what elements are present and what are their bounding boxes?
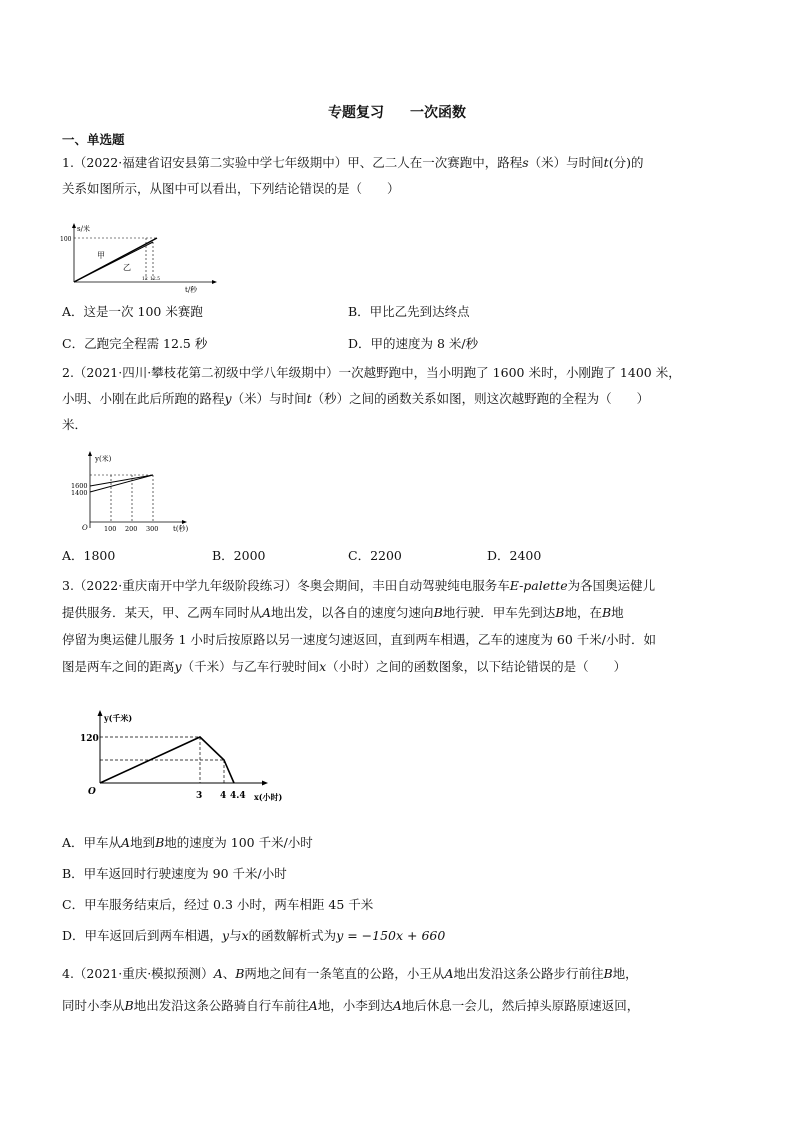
- question-1-figure: [62, 222, 222, 294]
- page-title: [0, 102, 794, 122]
- q2-option-d[interactable]: D．2400: [487, 548, 542, 563]
- svg-text:O: O: [88, 787, 96, 797]
- q1-option-b[interactable]: B．甲比乙先到达终点: [348, 304, 470, 319]
- q3-option-b[interactable]: B．甲车返回时行驶速度为 90 千米/小时: [62, 866, 287, 881]
- svg-text:乙: 乙: [123, 263, 131, 272]
- question-2-text: 2.（2021·四川·攀枝花第二初级中学八年级期中）一次越野跑中，当小明跑了 1600 米时，小刚跑了 1400 米， 小明、小刚在此后所跑的路程y（米）与时间t（秒）之间的函数关系如图，则这次越野跑的全程为（ ） 米．: [62, 365, 681, 432]
- q3-option-d[interactable]: D．甲车返回后到两车相遇，y与x的函数解析式为y = −150x + 660: [62, 928, 446, 943]
- svg-text:4: 4: [220, 791, 227, 801]
- q2-option-a[interactable]: A．1800: [62, 548, 116, 563]
- question-2-figure: [62, 450, 212, 538]
- svg-text:s/米: s/米: [77, 225, 90, 233]
- svg-text:12: 12: [142, 277, 148, 282]
- q2-option-b[interactable]: B．2000: [212, 548, 266, 563]
- section-heading: 一、单选题: [62, 132, 125, 147]
- svg-text:x(小时): x(小时): [254, 792, 283, 802]
- svg-text:3: 3: [196, 791, 203, 801]
- q3-formula: y = −150x + 660: [336, 928, 446, 943]
- svg-text:y(米): y(米): [95, 455, 112, 463]
- question-3-figure: [80, 708, 304, 808]
- svg-text:1600: 1600: [71, 482, 88, 490]
- title-part2: 一次函数: [410, 105, 466, 121]
- q1-option-c[interactable]: C．乙跑完全程需 12.5 秒: [62, 336, 208, 351]
- svg-text:4.4: 4.4: [230, 791, 246, 801]
- svg-text:t(秒): t(秒): [173, 525, 189, 533]
- question-1-text: 1.（2022·福建省诏安县第二实验中学七年级期中）甲、乙二人在一次赛跑中，路程s（米）与时间t(分)的 关系如图所示，从图中可以看出，下列结论错误的是（ ）: [62, 155, 644, 196]
- svg-text:12.5: 12.5: [150, 277, 161, 282]
- question-4-text: 4.（2021·重庆·模拟预测）A、B两地之间有一条笔直的公路，小王从A地出发沿这条公路步行前往B地， 同时小李从B地出发沿这条公路骑自行车前往A地，小李到达A地后休息一会儿，然后掉头原路原速返回，: [62, 966, 640, 1013]
- svg-text:1400: 1400: [71, 489, 88, 497]
- svg-text:300: 300: [146, 525, 159, 533]
- svg-text:120: 120: [80, 734, 99, 744]
- svg-text:t/秒: t/秒: [185, 286, 198, 294]
- svg-text:y(千米): y(千米): [104, 713, 133, 723]
- line-xiaoming: [90, 475, 153, 486]
- q1-option-a[interactable]: A．这是一次 100 米赛跑: [62, 304, 203, 319]
- svg-text:200: 200: [125, 525, 138, 533]
- title-part1: 专题复习: [328, 105, 384, 121]
- q3-option-c[interactable]: C．甲车服务结束后，经过 0.3 小时，两车相距 45 千米: [62, 897, 374, 912]
- q2-option-c[interactable]: C．2200: [348, 548, 402, 563]
- question-3-text: 3.（2022·重庆南开中学九年级阶段练习）冬奥会期间，丰田自动驾驶纯电服务车E-palette为各国奥运健儿 提供服务．某天，甲、乙两车同时从A地出发，以各自的速度匀速向B地行驶．甲车先到达B地，在B地 停留为奥运健儿服务 1 小时后按原路以另一速度匀速返回，直到两车相遇，乙车的速度为 60 千米/小时．如 图是两车之间的距离y（千米）与乙车行驶时间x（小时）之间的函数图象，以下结论错误的是（ ）: [62, 578, 656, 674]
- svg-text:甲: 甲: [97, 251, 105, 260]
- svg-text:O: O: [82, 524, 88, 532]
- q3-option-a[interactable]: A．甲车从A地到B地的速度为 100 千米/小时: [62, 835, 313, 850]
- q1-option-d[interactable]: D．甲的速度为 8 米/秒: [348, 336, 479, 351]
- svg-text:100: 100: [104, 525, 117, 533]
- line-xiaogang: [90, 475, 153, 492]
- line-yi: [74, 242, 153, 282]
- svg-text:100: 100: [60, 236, 72, 243]
